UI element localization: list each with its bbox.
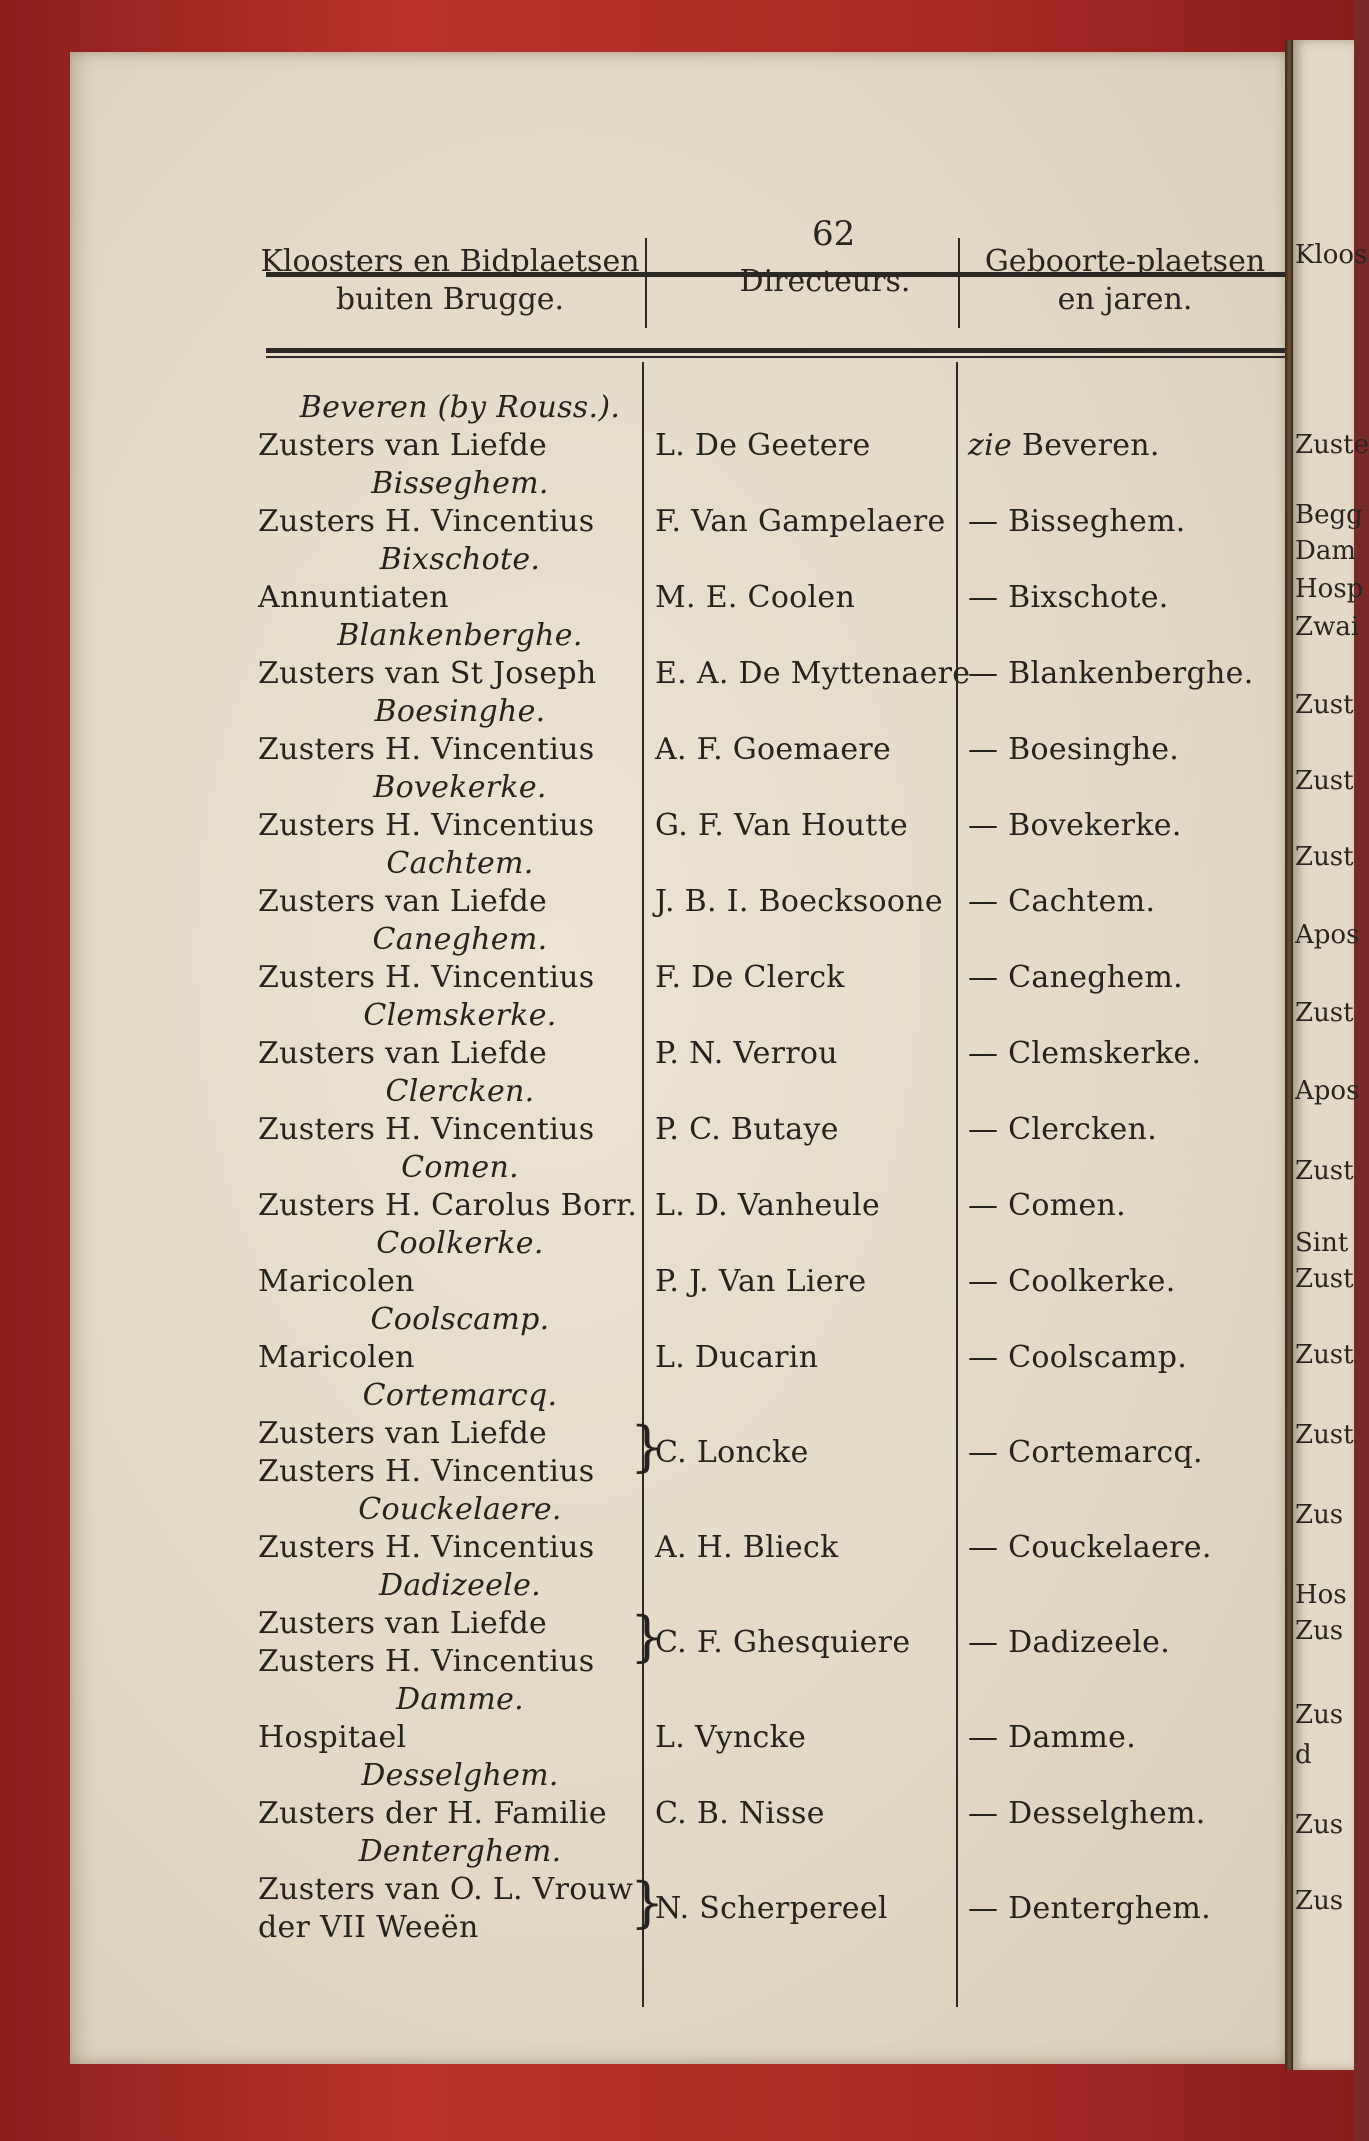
director-name: G. F. Van Houtte bbox=[655, 808, 909, 843]
birthplace: — Clemskerke. bbox=[968, 1036, 1202, 1071]
institution-name: Zusters H. Vincentius bbox=[258, 808, 595, 843]
director-name: A. F. Goemaere bbox=[655, 732, 892, 767]
next-page-fragment: Hosp bbox=[1295, 574, 1364, 604]
next-page-fragment: Zuste bbox=[1295, 430, 1369, 460]
header-divider-2 bbox=[958, 238, 960, 328]
header-bottom-rule bbox=[266, 348, 1286, 353]
director-name: P. J. Van Liere bbox=[655, 1264, 867, 1299]
director-name: C. Loncke bbox=[655, 1435, 809, 1470]
institution-name: Annuntiaten bbox=[258, 580, 449, 615]
institution-name: Zusters van Liefde bbox=[258, 884, 548, 919]
director-name: C. B. Nisse bbox=[655, 1796, 825, 1831]
institution-name: Zusters H. Vincentius bbox=[258, 960, 595, 995]
institution-name: Zusters van St Joseph bbox=[258, 656, 597, 691]
next-page-fragment: Zus bbox=[1295, 1700, 1344, 1730]
place-heading: Cachtem. bbox=[386, 846, 534, 881]
director-name: L. D. Vanheule bbox=[655, 1188, 881, 1223]
next-page-fragment: Zust bbox=[1295, 1420, 1354, 1450]
place-heading: Denterghem. bbox=[358, 1834, 562, 1869]
header-bottom-rule-thin bbox=[266, 356, 1286, 358]
director-name: P. C. Butaye bbox=[655, 1112, 839, 1147]
birthplace: — Coolscamp. bbox=[968, 1340, 1188, 1375]
institution-name: Zusters H. Vincentius bbox=[258, 732, 595, 767]
birthplace: — Bisseghem. bbox=[968, 504, 1186, 539]
birthplace: — Denterghem. bbox=[968, 1891, 1211, 1926]
director-name: C. F. Ghesquiere bbox=[655, 1625, 911, 1660]
birthplace: zie Beveren. bbox=[968, 428, 1160, 463]
birthplace: — Cachtem. bbox=[968, 884, 1156, 919]
header-kloosters: Kloosters en Bidplaetsen buiten Brugge. bbox=[260, 244, 640, 317]
place-heading: Damme. bbox=[396, 1682, 524, 1717]
director-name: J. B. I. Boecksoone bbox=[655, 884, 943, 919]
next-page-fragment: Kloos bbox=[1295, 240, 1368, 270]
institution-name: Hospitael bbox=[258, 1720, 407, 1755]
next-page-fragment: Sint bbox=[1295, 1228, 1349, 1258]
birthplace: — Bixschote. bbox=[968, 580, 1169, 615]
next-page-fragment: Zus bbox=[1295, 1810, 1344, 1840]
birthplace: — Damme. bbox=[968, 1720, 1137, 1755]
next-page-fragment: Begg bbox=[1295, 500, 1363, 530]
brace-icon: } bbox=[630, 1871, 665, 1934]
institution-name: Zusters H. Vincentius bbox=[258, 1644, 595, 1679]
header-divider-1 bbox=[645, 238, 647, 328]
director-name: A. H. Blieck bbox=[655, 1530, 839, 1565]
institution-name: Maricolen bbox=[258, 1340, 415, 1375]
place-heading: Bovekerke. bbox=[373, 770, 547, 805]
place-heading: Bisseghem. bbox=[371, 466, 549, 501]
brace-icon: } bbox=[630, 1605, 665, 1668]
place-heading: Coolscamp. bbox=[370, 1302, 550, 1337]
director-name: P. N. Verrou bbox=[655, 1036, 838, 1071]
birthplace: — Cortemarcq. bbox=[968, 1435, 1203, 1470]
header-directeurs: Directeurs. bbox=[739, 264, 911, 299]
institution-name: der VII Weeën bbox=[258, 1910, 479, 1945]
place-heading: Desselghem. bbox=[361, 1758, 559, 1793]
next-page-fragment: Zust bbox=[1295, 1340, 1354, 1370]
next-page-fragment: Dam bbox=[1295, 536, 1357, 566]
birthplace: — Boesinghe. bbox=[968, 732, 1180, 767]
director-name: M. E. Coolen bbox=[655, 580, 856, 615]
birthplace: — Coolkerke. bbox=[968, 1264, 1176, 1299]
next-page-fragment: Zust bbox=[1295, 1156, 1354, 1186]
birthplace: — Bovekerke. bbox=[968, 808, 1182, 843]
next-page-fragment: Apos bbox=[1295, 920, 1360, 950]
director-name: L. Vyncke bbox=[655, 1720, 807, 1755]
place-heading: Beveren (by Rouss.). bbox=[299, 390, 621, 425]
birthplace: — Caneghem. bbox=[968, 960, 1184, 995]
next-page-fragment: Apos bbox=[1295, 1076, 1360, 1106]
place-heading: Couckelaere. bbox=[358, 1492, 562, 1527]
place-heading: Clemskerke. bbox=[363, 998, 557, 1033]
next-page-fragment: d bbox=[1295, 1740, 1312, 1770]
column-divider-2 bbox=[956, 362, 958, 2007]
place-heading: Coolkerke. bbox=[376, 1226, 544, 1261]
brace-icon: } bbox=[630, 1415, 665, 1478]
institution-name: Zusters H. Carolus Borr. bbox=[258, 1188, 638, 1223]
book-page bbox=[70, 52, 1288, 2064]
birthplace: — Comen. bbox=[968, 1188, 1127, 1223]
institution-name: Zusters H. Vincentius bbox=[258, 1530, 595, 1565]
next-page-edge bbox=[1293, 40, 1369, 2070]
place-heading: Caneghem. bbox=[372, 922, 548, 957]
next-page-fragment: Zwai bbox=[1295, 612, 1360, 642]
place-heading: Clercken. bbox=[385, 1074, 535, 1109]
next-page-fragment: Zus bbox=[1295, 1500, 1344, 1530]
place-heading: Boesinghe. bbox=[374, 694, 546, 729]
birthplace: — Blankenberghe. bbox=[968, 656, 1254, 691]
next-page-fragment: Zus bbox=[1295, 1886, 1344, 1916]
place-heading: Comen. bbox=[401, 1150, 519, 1185]
institution-name: Zusters van Liefde bbox=[258, 1036, 548, 1071]
next-page-fragment: Zust bbox=[1295, 690, 1354, 720]
place-heading: Blankenberghe. bbox=[337, 618, 583, 653]
institution-name: Zusters H. Vincentius bbox=[258, 504, 595, 539]
institution-name: Zusters der H. Familie bbox=[258, 1796, 607, 1831]
director-name: L. Ducarin bbox=[655, 1340, 819, 1375]
director-name: N. Scherpereel bbox=[655, 1891, 888, 1926]
book-gutter bbox=[1285, 40, 1293, 2070]
place-heading: Bixschote. bbox=[379, 542, 541, 577]
next-page-fragment: Zust bbox=[1295, 766, 1354, 796]
institution-name: Maricolen bbox=[258, 1264, 415, 1299]
birthplace: — Clercken. bbox=[968, 1112, 1158, 1147]
place-heading: Dadizeele. bbox=[379, 1568, 541, 1603]
institution-name: Zusters H. Vincentius bbox=[258, 1454, 595, 1489]
birthplace: — Dadizeele. bbox=[968, 1625, 1171, 1660]
institution-name: Zusters van O. L. Vrouw bbox=[258, 1872, 634, 1907]
institution-name: Zusters van Liefde bbox=[258, 1606, 548, 1641]
director-name: E. A. De Myttenaere bbox=[655, 656, 971, 691]
next-page-fragment: Hos bbox=[1295, 1580, 1347, 1610]
birthplace: — Desselghem. bbox=[968, 1796, 1206, 1831]
place-heading: Cortemarcq. bbox=[362, 1378, 558, 1413]
next-page-fragment: Zust bbox=[1295, 1264, 1354, 1294]
director-name: L. De Geetere bbox=[655, 428, 871, 463]
next-page-fragment: Zust bbox=[1295, 842, 1354, 872]
institution-name: Zusters van Liefde bbox=[258, 1416, 548, 1451]
next-page-fragment: Zust bbox=[1295, 998, 1354, 1028]
birthplace: — Couckelaere. bbox=[968, 1530, 1212, 1565]
header-geboorte: Geboorte-plaetsen en jaren. bbox=[984, 244, 1266, 317]
director-name: F. De Clerck bbox=[655, 960, 845, 995]
next-page-fragment: Zus bbox=[1295, 1616, 1344, 1646]
page-number: 62 bbox=[812, 214, 856, 254]
director-name: F. Van Gampelaere bbox=[655, 504, 946, 539]
institution-name: Zusters van Liefde bbox=[258, 428, 548, 463]
institution-name: Zusters H. Vincentius bbox=[258, 1112, 595, 1147]
